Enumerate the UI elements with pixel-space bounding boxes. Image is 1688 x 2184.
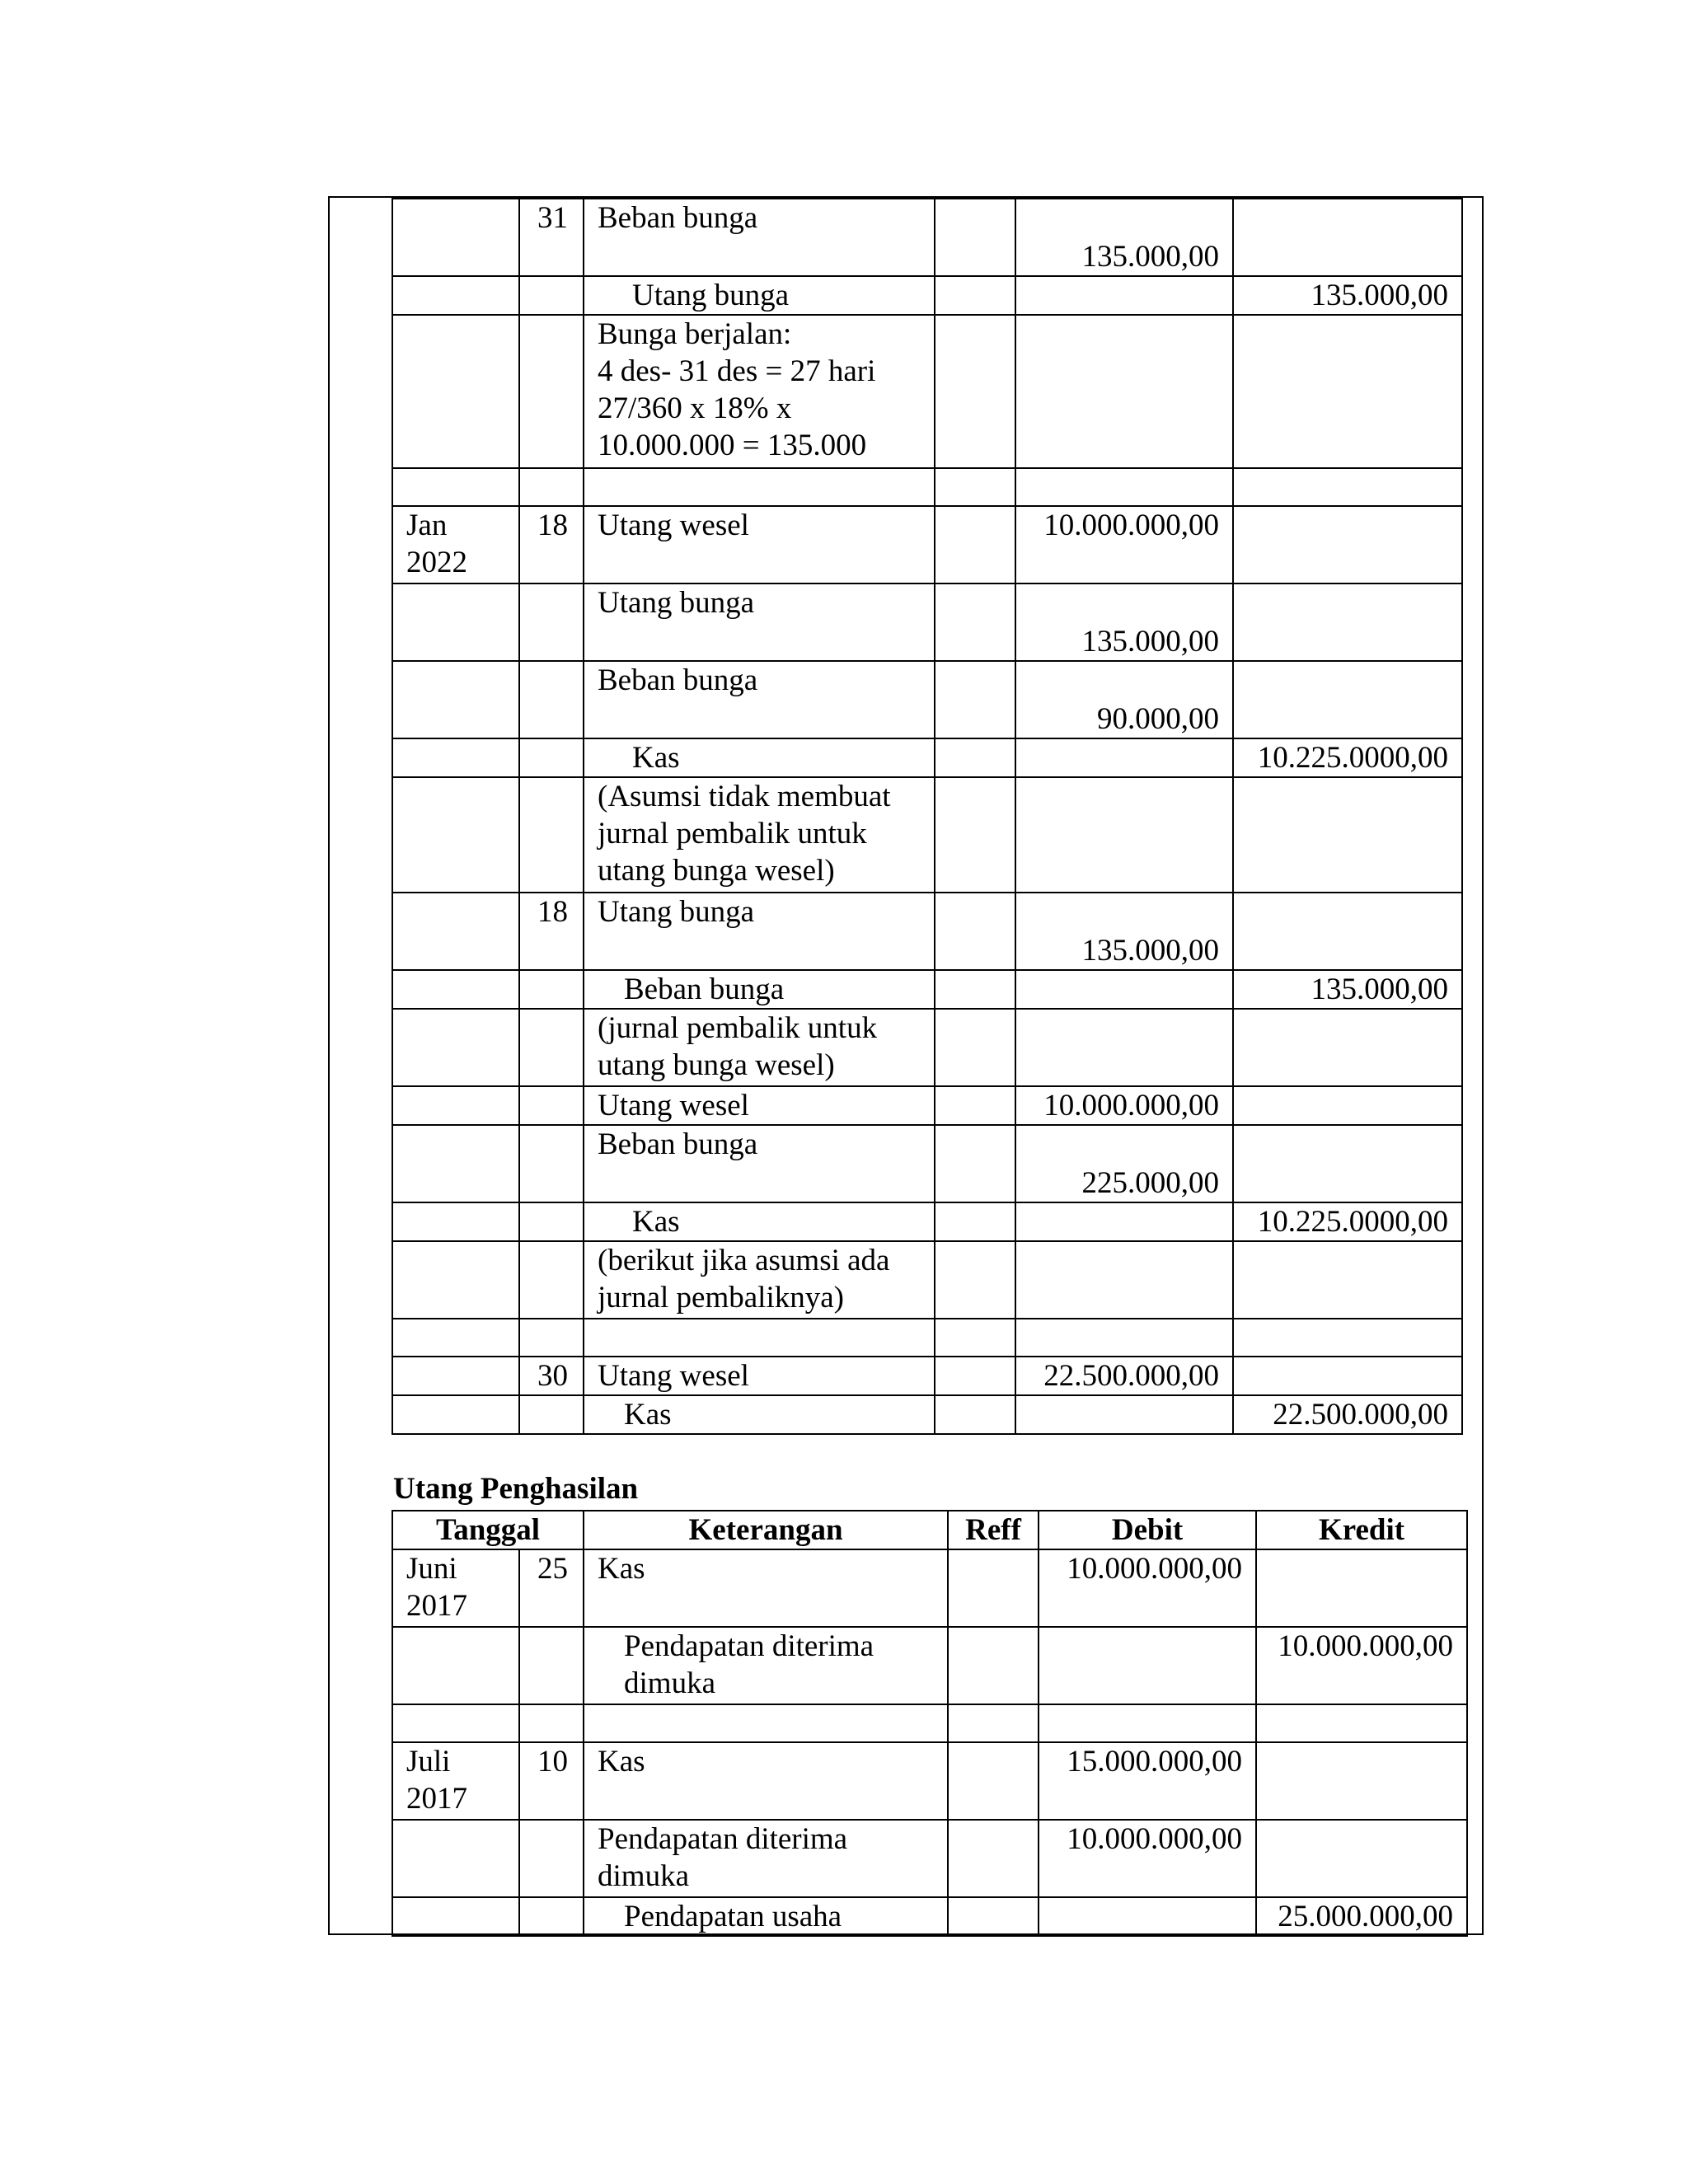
table-row <box>392 1086 1462 1125</box>
cell-reff <box>935 468 1015 506</box>
cell-day: 30 <box>519 1357 584 1395</box>
table-row <box>392 1125 1462 1202</box>
cell-reff <box>935 1395 1015 1434</box>
cell-debit: 90.000,00 <box>1015 661 1233 738</box>
cell-month <box>392 315 519 468</box>
cell-keterangan: (Asumsi tidak membuat jurnal pembalik untuk utang bunga wesel) <box>584 777 935 893</box>
cell-debit <box>1015 468 1233 506</box>
cell-kredit <box>1233 661 1462 738</box>
cell-kredit <box>1233 1357 1462 1395</box>
cell-keterangan <box>584 468 935 506</box>
table-row <box>392 1202 1462 1241</box>
cell-day: 10 <box>519 1742 584 1820</box>
cell-debit <box>1015 777 1233 893</box>
cell-kredit <box>1256 1820 1467 1897</box>
table-row <box>392 970 1462 1009</box>
header-reff: Reff <box>948 1511 1039 1549</box>
cell-month <box>392 1241 519 1319</box>
cell-keterangan: (jurnal pembalik untuk utang bunga wesel) <box>584 1009 935 1086</box>
cell-month: Juli 2017 <box>392 1742 519 1820</box>
cell-kredit <box>1233 506 1462 583</box>
cell-keterangan: Bunga berjalan: 4 des- 31 des = 27 hari 27/360 x 18% x 10.000.000 = 135.000 <box>584 315 935 468</box>
cell-day <box>519 1009 584 1086</box>
cell-debit <box>1015 315 1233 468</box>
cell-keterangan: Beban bunga <box>584 199 935 276</box>
cell-kredit <box>1233 1125 1462 1202</box>
table-row <box>392 1897 1467 1936</box>
cell-day: 18 <box>519 506 584 583</box>
table-row <box>392 315 1462 468</box>
cell-reff <box>948 1742 1039 1820</box>
cell-day <box>519 468 584 506</box>
cell-day <box>519 661 584 738</box>
cell-kredit <box>1256 1549 1467 1627</box>
cell-kredit <box>1233 315 1462 468</box>
header-tanggal: Tanggal <box>392 1511 584 1549</box>
cell-keterangan: Kas <box>584 1395 935 1434</box>
cell-reff <box>935 1086 1015 1125</box>
cell-debit: 15.000.000,00 <box>1039 1742 1256 1820</box>
cell-kredit <box>1233 777 1462 893</box>
journal-table-body <box>392 199 1462 1434</box>
cell-reff <box>935 315 1015 468</box>
table-row <box>392 1820 1467 1897</box>
cell-keterangan: Utang bunga <box>584 276 935 315</box>
cell-keterangan: Kas <box>584 1202 935 1241</box>
cell-day <box>519 970 584 1009</box>
cell-day <box>519 1125 584 1202</box>
cell-reff <box>935 777 1015 893</box>
table-row <box>392 1357 1462 1395</box>
cell-keterangan: Beban bunga <box>584 1125 935 1202</box>
cell-keterangan: Kas <box>584 1549 948 1627</box>
cell-kredit: 10.225.0000,00 <box>1233 1202 1462 1241</box>
cell-keterangan: Pendapatan diterima dimuka <box>584 1820 948 1897</box>
cell-month <box>392 970 519 1009</box>
cell-kredit: 135.000,00 <box>1233 970 1462 1009</box>
cell-debit <box>1015 1009 1233 1086</box>
cell-kredit <box>1233 1086 1462 1125</box>
cell-month: Jan 2022 <box>392 506 519 583</box>
cell-debit: 10.000.000,00 <box>1015 506 1233 583</box>
cell-debit <box>1015 970 1233 1009</box>
cell-day <box>519 1820 584 1897</box>
cell-debit: 10.000.000,00 <box>1039 1549 1256 1627</box>
table-header-row <box>392 1511 1467 1549</box>
cell-kredit <box>1233 583 1462 661</box>
cell-kredit: 22.500.000,00 <box>1233 1395 1462 1434</box>
cell-day <box>519 1202 584 1241</box>
cell-debit <box>1039 1627 1256 1704</box>
cell-day <box>519 315 584 468</box>
table-row <box>392 276 1462 315</box>
cell-day <box>519 1086 584 1125</box>
cell-kredit <box>1233 1009 1462 1086</box>
cell-month <box>392 1086 519 1125</box>
cell-keterangan: (berikut jika asumsi ada jurnal pembaliknya) <box>584 1241 935 1319</box>
cell-debit: 135.000,00 <box>1015 199 1233 276</box>
section-title: Utang Penghasilan <box>393 1472 639 1506</box>
table-row <box>392 199 1462 276</box>
table-row <box>392 1319 1462 1357</box>
cell-month <box>392 1395 519 1434</box>
journal-table-body <box>392 1549 1467 1936</box>
cell-kredit <box>1256 1704 1467 1742</box>
cell-keterangan: Kas <box>584 1742 948 1820</box>
table-row <box>392 1395 1462 1434</box>
cell-month <box>392 893 519 970</box>
cell-month <box>392 1202 519 1241</box>
table-row <box>392 1742 1467 1820</box>
header-debit: Debit <box>1039 1511 1256 1549</box>
cell-debit: 135.000,00 <box>1015 583 1233 661</box>
cell-debit <box>1015 276 1233 315</box>
cell-day <box>519 1319 584 1357</box>
cell-month <box>392 1125 519 1202</box>
cell-day: 18 <box>519 893 584 970</box>
cell-day: 31 <box>519 199 584 276</box>
journal-table-utang-wesel <box>392 198 1463 1435</box>
cell-debit: 10.000.000,00 <box>1039 1820 1256 1897</box>
cell-day <box>519 276 584 315</box>
cell-month <box>392 199 519 276</box>
cell-kredit: 25.000.000,00 <box>1256 1897 1467 1936</box>
cell-kredit: 10.000.000,00 <box>1256 1627 1467 1704</box>
cell-reff <box>935 506 1015 583</box>
cell-reff <box>935 1125 1015 1202</box>
cell-month: Juni 2017 <box>392 1549 519 1627</box>
cell-keterangan: Beban bunga <box>584 970 935 1009</box>
cell-kredit: 135.000,00 <box>1233 276 1462 315</box>
cell-keterangan: Pendapatan usaha <box>584 1897 948 1936</box>
cell-day <box>519 1395 584 1434</box>
table-row <box>392 1241 1462 1319</box>
cell-day <box>519 1627 584 1704</box>
cell-kredit <box>1256 1742 1467 1820</box>
cell-reff <box>935 1202 1015 1241</box>
cell-keterangan: Pendapatan diterima dimuka <box>584 1627 948 1704</box>
cell-reff <box>935 970 1015 1009</box>
cell-month <box>392 661 519 738</box>
cell-debit: 22.500.000,00 <box>1015 1357 1233 1395</box>
cell-reff <box>935 738 1015 777</box>
cell-debit <box>1015 1395 1233 1434</box>
cell-month <box>392 738 519 777</box>
cell-day <box>519 1241 584 1319</box>
cell-kredit <box>1233 893 1462 970</box>
cell-reff <box>935 1241 1015 1319</box>
table-row <box>392 1704 1467 1742</box>
cell-reff <box>935 276 1015 315</box>
cell-month <box>392 777 519 893</box>
cell-kredit <box>1233 199 1462 276</box>
table-row <box>392 777 1462 893</box>
table-row <box>392 1627 1467 1704</box>
cell-kredit <box>1233 1319 1462 1357</box>
cell-day <box>519 738 584 777</box>
cell-reff <box>948 1627 1039 1704</box>
table-row <box>392 506 1462 583</box>
cell-month <box>392 1357 519 1395</box>
cell-month <box>392 1704 519 1742</box>
cell-debit <box>1015 1202 1233 1241</box>
cell-keterangan <box>584 1704 948 1742</box>
table-row <box>392 1009 1462 1086</box>
cell-debit <box>1015 1319 1233 1357</box>
cell-kredit <box>1233 1241 1462 1319</box>
table-row <box>392 1549 1467 1627</box>
journal-table-utang-penghasilan <box>392 1510 1468 1937</box>
cell-keterangan: Utang wesel <box>584 1086 935 1125</box>
header-keterangan: Keterangan <box>584 1511 948 1549</box>
cell-debit: 225.000,00 <box>1015 1125 1233 1202</box>
cell-kredit <box>1233 468 1462 506</box>
cell-debit <box>1039 1897 1256 1936</box>
cell-reff <box>935 199 1015 276</box>
table-row <box>392 583 1462 661</box>
cell-keterangan: Utang bunga <box>584 893 935 970</box>
cell-reff <box>935 583 1015 661</box>
cell-reff <box>935 893 1015 970</box>
table-row <box>392 893 1462 970</box>
table-row <box>392 738 1462 777</box>
cell-keterangan: Utang wesel <box>584 1357 935 1395</box>
cell-reff <box>948 1820 1039 1897</box>
cell-reff <box>935 1009 1015 1086</box>
cell-debit <box>1039 1704 1256 1742</box>
cell-day <box>519 583 584 661</box>
cell-kredit: 10.225.0000,00 <box>1233 738 1462 777</box>
cell-debit: 135.000,00 <box>1015 893 1233 970</box>
cell-month <box>392 468 519 506</box>
header-kredit: Kredit <box>1256 1511 1467 1549</box>
cell-keterangan: Kas <box>584 738 935 777</box>
cell-month <box>392 1009 519 1086</box>
cell-month <box>392 1897 519 1936</box>
cell-keterangan: Utang bunga <box>584 583 935 661</box>
cell-month <box>392 1319 519 1357</box>
cell-reff <box>935 661 1015 738</box>
cell-day <box>519 1897 584 1936</box>
cell-reff <box>948 1897 1039 1936</box>
table-row <box>392 468 1462 506</box>
cell-keterangan: Utang wesel <box>584 506 935 583</box>
cell-day <box>519 1704 584 1742</box>
cell-month <box>392 276 519 315</box>
cell-reff <box>935 1357 1015 1395</box>
cell-month <box>392 583 519 661</box>
table-row <box>392 661 1462 738</box>
cell-debit <box>1015 1241 1233 1319</box>
cell-keterangan <box>584 1319 935 1357</box>
cell-day <box>519 777 584 893</box>
cell-month <box>392 1820 519 1897</box>
cell-reff <box>948 1549 1039 1627</box>
cell-reff <box>935 1319 1015 1357</box>
cell-debit: 10.000.000,00 <box>1015 1086 1233 1125</box>
cell-keterangan: Beban bunga <box>584 661 935 738</box>
cell-reff <box>948 1704 1039 1742</box>
cell-day: 25 <box>519 1549 584 1627</box>
cell-month <box>392 1627 519 1704</box>
cell-debit <box>1015 738 1233 777</box>
